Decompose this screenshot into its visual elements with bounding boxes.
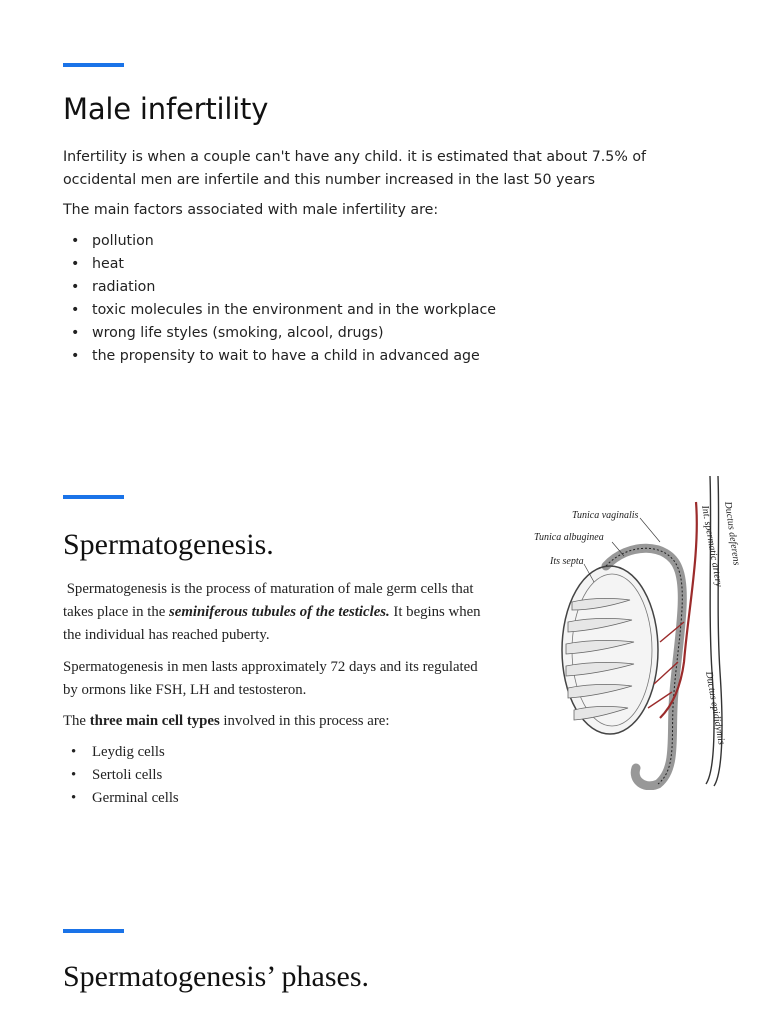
section-title-spermatogenesis-phases: Spermatogenesis’ phases. bbox=[63, 960, 370, 993]
factors-intro: The main factors associated with male infertility are: bbox=[63, 202, 439, 218]
spermatogenesis-duration: Spermatogenesis in men lasts approximately 72 days and its regulated by ormons like FSH, LH and testosteron. bbox=[63, 659, 478, 698]
label-int-spermatic-artery: Int. spermatic artery bbox=[699, 504, 725, 588]
list-item: • wrong life styles (smoking, alcool, drugs) bbox=[63, 322, 496, 345]
cell-types-intro: The three main cell types involved in this process are: bbox=[63, 713, 390, 729]
bold-text: three main cell types bbox=[89, 713, 220, 729]
section-title-spermatogenesis: Spermatogenesis. bbox=[63, 528, 274, 561]
label-ductus-epididymis: Ductus epididymis bbox=[703, 670, 727, 746]
list-item: • pollution bbox=[63, 230, 496, 253]
factors-list bbox=[63, 230, 496, 368]
emphasis-text: seminiferous tubules of the testicles. bbox=[169, 604, 390, 620]
section-accent-bar bbox=[63, 929, 124, 933]
label-tunica-vaginalis: Tunica vaginalis bbox=[572, 510, 639, 521]
section-accent-bar bbox=[63, 63, 124, 67]
label-tunica-albuginea: Tunica albuginea bbox=[534, 532, 604, 543]
cell-types-list bbox=[63, 741, 179, 810]
list-item: • Sertoli cells bbox=[63, 764, 179, 787]
list-item: • the propensity to wait to have a child in advanced age bbox=[63, 345, 496, 368]
list-item: • toxic molecules in the environment and in the workplace bbox=[63, 299, 496, 322]
section-title-male-infertility: Male infertility bbox=[63, 92, 269, 126]
list-item: • Leydig cells bbox=[63, 741, 179, 764]
testis-anatomy-figure bbox=[528, 472, 746, 790]
label-ductus-deferens: Ductus deferens bbox=[722, 500, 742, 567]
section-accent-bar bbox=[63, 495, 124, 499]
intro-paragraph: Infertility is when a couple can't have any child. it is estimated that about 7.5% of occidental men are infertile and this number increased in the last 50 years bbox=[63, 149, 646, 188]
list-item: • radiation bbox=[63, 276, 496, 299]
label-its-septa: Its septa bbox=[550, 556, 584, 567]
list-item: • heat bbox=[63, 253, 496, 276]
spermatogenesis-definition: Spermatogenesis is the process of maturation of male germ cells that takes place in the seminiferous tubules of the testicles. It begins when the individual has reached puberty. bbox=[63, 581, 481, 643]
list-item: • Germinal cells bbox=[63, 787, 179, 810]
